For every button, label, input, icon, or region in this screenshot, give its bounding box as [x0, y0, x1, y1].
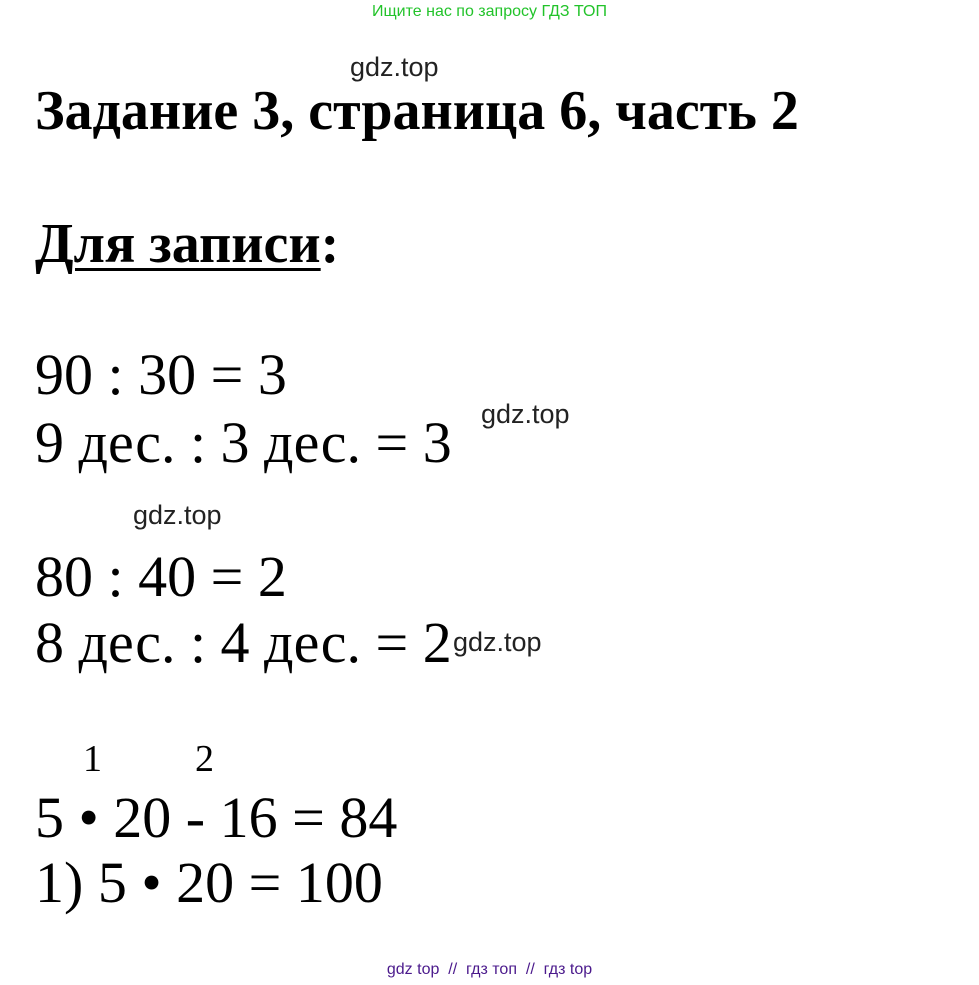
watermark: gdz.top	[133, 500, 222, 530]
watermark: gdz.top	[481, 399, 570, 429]
order-mark: 1	[83, 738, 102, 780]
equation-line: 90 : 30 = 3	[35, 342, 287, 407]
watermark: gdz.top	[350, 52, 439, 82]
equation-line: 9 дес. : 3 дес. = 3	[35, 410, 452, 475]
equation-line: 1) 5 • 20 = 100	[35, 850, 383, 915]
watermark: gdz.top	[453, 627, 542, 657]
section-colon: :	[320, 213, 340, 275]
top-banner: Ищите нас по запросу ГДЗ ТОП	[372, 3, 607, 20]
section-label: Для записи	[35, 213, 321, 275]
page-title: Задание 3, страница 6, часть 2	[35, 80, 799, 142]
equation-line: 8 дес. : 4 дес. = 2	[35, 610, 452, 675]
order-mark: 2	[195, 738, 214, 780]
equation-line: 5 • 20 - 16 = 84	[35, 785, 398, 850]
bottom-banner: gdz top // гдз топ // гдз top	[386, 961, 593, 978]
section-heading	[35, 213, 340, 275]
equation-line: 80 : 40 = 2	[35, 544, 287, 609]
